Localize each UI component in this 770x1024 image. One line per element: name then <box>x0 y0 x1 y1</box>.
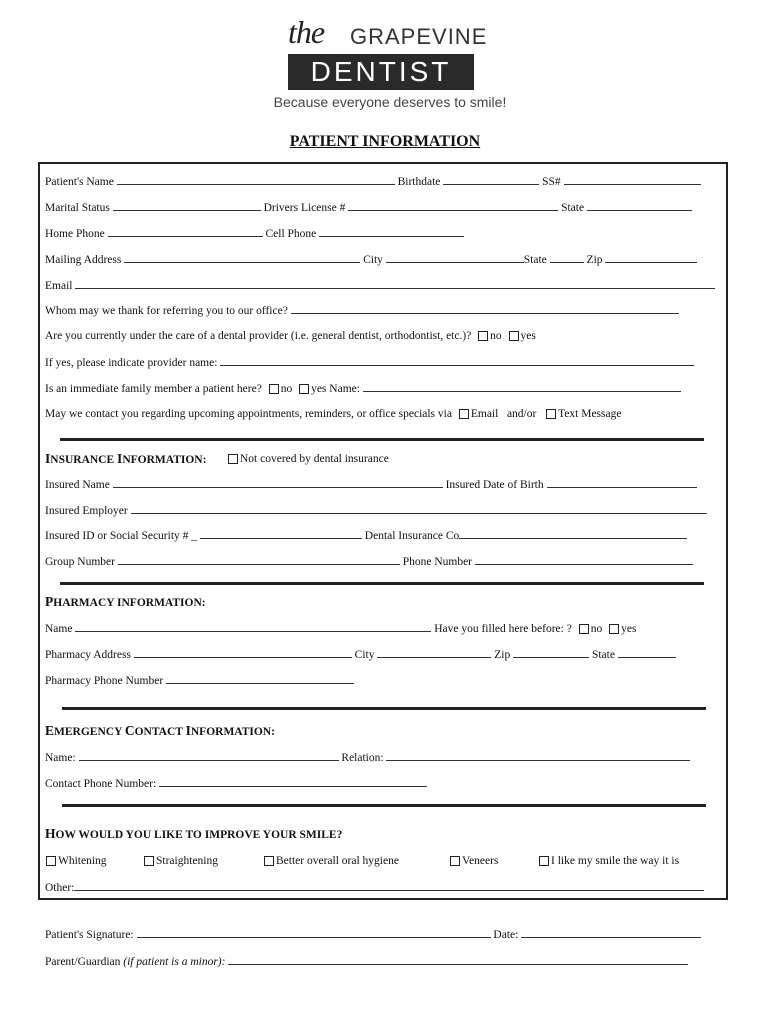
row-pharmacy-address: Pharmacy Address City Zip State <box>45 646 676 662</box>
row-emergency-name: Name: Relation: <box>45 749 690 765</box>
row-phones: Home Phone Cell Phone <box>45 225 464 241</box>
pharmacy-state-field[interactable] <box>618 646 676 658</box>
employer-field[interactable] <box>131 502 707 514</box>
insurance-phone-field[interactable] <box>475 553 693 565</box>
insurance-heading: INSURANCE INFORMATION: <box>45 451 207 466</box>
birthdate-field[interactable] <box>443 173 539 185</box>
emergency-heading: EMERGENCY CONTACT INFORMATION: <box>45 723 275 738</box>
care-no-checkbox[interactable] <box>478 331 488 341</box>
insured-name-field[interactable] <box>113 476 443 488</box>
not-covered-checkbox[interactable] <box>228 454 238 464</box>
license-field[interactable] <box>348 199 558 211</box>
divider <box>62 707 706 710</box>
relation-field[interactable] <box>386 749 690 761</box>
mailing-field[interactable] <box>124 251 360 263</box>
care-yes-checkbox[interactable] <box>509 331 519 341</box>
contact-email-checkbox[interactable] <box>459 409 469 419</box>
row-care: Are you currently under the care of a dental provider (i.e. general dentist, orthodontist, etc.)? no yes <box>45 330 536 342</box>
state-field[interactable] <box>587 199 692 211</box>
smile-option-1: Whitening <box>42 853 107 869</box>
guardian-field[interactable] <box>228 953 688 965</box>
row-name: Patient's Name Birthdate SS# <box>45 173 701 189</box>
page-title: PATIENT INFORMATION <box>289 133 481 150</box>
emergency-name-field[interactable] <box>79 749 339 761</box>
row-pharmacy-phone: Pharmacy Phone Number <box>45 672 354 688</box>
insurance-co-field[interactable] <box>459 527 687 539</box>
veneers-checkbox[interactable] <box>450 856 460 866</box>
pharmacy-zip-field[interactable] <box>513 646 589 658</box>
practice-logo <box>270 14 510 110</box>
family-name-field[interactable] <box>363 380 681 392</box>
not-covered-option: Not covered by dental insurance <box>224 451 389 467</box>
provider-field[interactable] <box>220 354 694 366</box>
filled-no-checkbox[interactable] <box>579 624 589 634</box>
filled-yes-checkbox[interactable] <box>609 624 619 634</box>
family-no-checkbox[interactable] <box>269 384 279 394</box>
pharmacy-address-field[interactable] <box>134 646 352 658</box>
row-pharmacy-name: Name Have you filled here before: ? no yes <box>45 620 636 636</box>
pharmacy-city-field[interactable] <box>377 646 491 658</box>
smile-option-4: Veneers <box>446 853 498 869</box>
smile-option-5: I like my smile the way it is <box>535 853 679 869</box>
row-guardian: Parent/Guardian (if patient is a minor): <box>45 953 688 969</box>
home-phone-field[interactable] <box>108 225 263 237</box>
logo-dentist: DENTIST <box>288 54 474 90</box>
smile-option-3: Better overall oral hygiene <box>260 853 399 869</box>
row-employer: Insured Employer <box>45 502 707 518</box>
divider <box>60 438 704 441</box>
contact-text-checkbox[interactable] <box>546 409 556 419</box>
emergency-phone-field[interactable] <box>159 775 427 787</box>
divider <box>62 804 706 807</box>
group-field[interactable] <box>118 553 400 565</box>
city-field[interactable] <box>386 251 524 263</box>
other-field[interactable] <box>74 879 704 891</box>
row-group: Group Number Phone Number <box>45 553 693 569</box>
row-referral: Whom may we thank for referring you to our office? <box>45 302 679 318</box>
insured-dob-field[interactable] <box>547 476 697 488</box>
logo-tagline: Because everyone deserves to smile! <box>273 94 507 110</box>
row-emergency-phone: Contact Phone Number: <box>45 775 427 791</box>
row-insured-id: Insured ID or Social Security # _ Dental Insurance Co <box>45 527 687 543</box>
row-insured-name: Insured Name Insured Date of Birth <box>45 476 697 492</box>
row-contact: May we contact you regarding upcoming appointments, reminders, or office specials via Email and/or Text Message <box>45 408 622 420</box>
row-email: Email <box>45 277 715 293</box>
date-field[interactable] <box>521 926 701 938</box>
row-address: Mailing Address City State Zip <box>45 251 697 267</box>
row-marital: Marital Status Drivers License # State <box>45 199 692 215</box>
email-field[interactable] <box>75 277 715 289</box>
insured-id-field[interactable] <box>200 527 362 539</box>
pharmacy-heading: PHARMACY INFORMATION: <box>45 594 206 609</box>
ss-field[interactable] <box>564 173 701 185</box>
pharmacy-phone-field[interactable] <box>166 672 354 684</box>
name-field[interactable] <box>117 173 395 185</box>
row-other: Other: <box>45 879 704 895</box>
hygiene-checkbox[interactable] <box>264 856 274 866</box>
marital-field[interactable] <box>113 199 261 211</box>
smile-option-2: Straightening <box>140 853 218 869</box>
signature-field[interactable] <box>137 926 491 938</box>
divider <box>60 582 704 585</box>
mail-state-field[interactable] <box>550 251 584 263</box>
referral-field[interactable] <box>291 302 679 314</box>
logo-grapevine: GRAPEVINE <box>350 24 488 49</box>
row-provider: If yes, please indicate provider name: <box>45 354 694 370</box>
family-yes-checkbox[interactable] <box>299 384 309 394</box>
zip-field[interactable] <box>605 251 697 263</box>
pharmacy-name-field[interactable] <box>75 620 431 632</box>
like-smile-checkbox[interactable] <box>539 856 549 866</box>
row-signature: Patient's Signature: Date: <box>45 926 701 942</box>
smile-heading: HOW WOULD YOU LIKE TO IMPROVE YOUR SMILE? <box>45 826 343 841</box>
logo-the: the <box>288 14 325 50</box>
straightening-checkbox[interactable] <box>144 856 154 866</box>
whitening-checkbox[interactable] <box>46 856 56 866</box>
row-family: Is an immediate family member a patient here? no yes Name: <box>45 380 681 396</box>
cell-phone-field[interactable] <box>319 225 464 237</box>
